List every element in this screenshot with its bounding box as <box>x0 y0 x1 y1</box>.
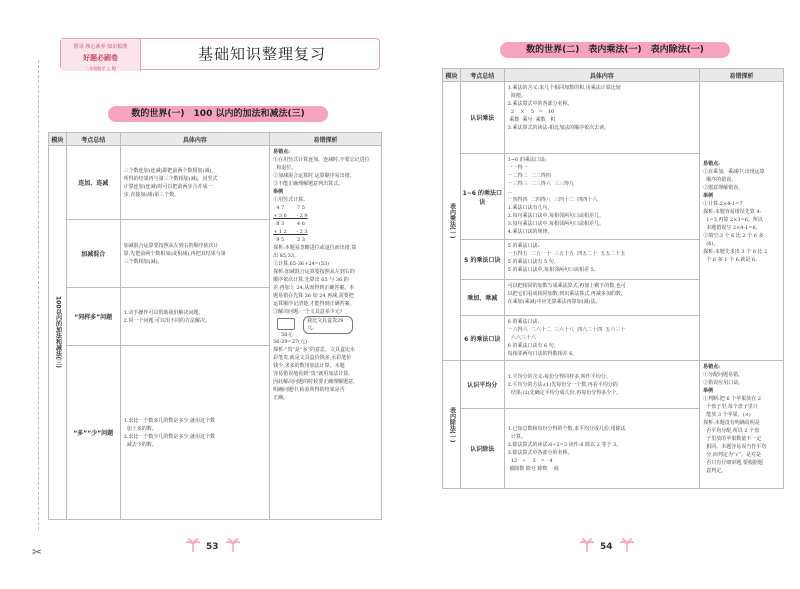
ep-line: 举例 <box>703 388 714 394</box>
ep-line: 个盘子里,每个盘子里只 <box>703 404 758 410</box>
point-cell: 认识乘法 <box>460 82 504 154</box>
content-line: 2.每句乘法口诀中,每相邻两句口诀相差几。 <box>507 213 605 219</box>
point-cell: 认识平均分 <box>460 361 504 409</box>
section-title: 数的世界(二) 表内乘法(一) 表内除法(一) <box>500 42 730 58</box>
header-point: 考点总结 <box>460 69 504 82</box>
content-line: 1.求比一个数多几的数是多少,就用这个数 <box>123 417 215 424</box>
content-line: 算,先把前两个数相加(或相减),再把其结果与第 <box>123 250 226 257</box>
content-line: 2.同一个问题,可以用不同的方法解决。 <box>123 317 210 324</box>
ep-line: (6)。 <box>703 241 719 247</box>
pencil-case-icon <box>277 318 295 330</box>
header-error: 易错探析 <box>270 133 382 146</box>
content-line: 六六三十六 <box>507 335 536 341</box>
content-line: 一二得二 二二得四 <box>507 173 551 179</box>
page-title: 基础知识整理复习 <box>197 45 326 63</box>
ep-line: 1=3,再算 2×3=6。所以 <box>703 217 763 223</box>
content-line: 5 的乘法口诀有 5 句。 <box>507 259 559 265</box>
content-line: … <box>507 189 513 195</box>
module-cell <box>443 361 461 489</box>
tag-line2: 好题必刷卷 <box>83 54 118 62</box>
ep-line: 钱少,求多的数用加法计算。本题 <box>273 363 345 369</box>
content-line: 2.除法算式的读法:6÷2=3 读作:6 除以 2 等于 3。 <box>507 441 622 448</box>
content-line: 12 ÷ 3 = 4 <box>507 457 553 464</box>
content-line: 一五得五 二五一十 三五十五 四五二十 五五二十五 <box>507 251 626 257</box>
ep-line: 易错点: <box>703 161 720 167</box>
ep-line: 探析:本题易忽略进位或退位而出错,算 <box>273 245 357 251</box>
ep-line: 个 6 多 1 个 6,就是 6。 <box>703 257 761 263</box>
content-line: 每相邻两句口诀的得数相差 6。 <box>507 351 578 357</box>
content-line: 一四得四 二四得八 三四十二 四四十六 <box>507 197 598 203</box>
speech-bubble: 我比文具盒贵29元。 <box>303 316 353 334</box>
cut-line <box>38 60 39 530</box>
table-header <box>443 69 784 82</box>
content-line: 步,直接加(减)第三个数。 <box>123 191 180 198</box>
price-label: 56元 <box>281 332 293 338</box>
page-number: 54 <box>600 542 613 552</box>
ep-line: 出 85,33。 <box>273 253 299 259</box>
content-line: 1.乘法的含义:求几个相同加数的和,用乘法计算比较 <box>507 85 621 91</box>
content-line: 计算连加(连减)时可以把前两步合并成一 <box>123 183 213 190</box>
content-line: 加减混合运算要按照从左到右的顺序依次计 <box>123 242 219 249</box>
ep-line: 探析:本题先求出 3 个 6 比 2 <box>703 249 768 255</box>
content-line: 3.每句乘法口诀中,每相邻两句口诀相差几。 <box>507 221 605 227</box>
palm-icon <box>186 538 200 552</box>
content-line: 4.乘法口诀的规律。 <box>507 229 553 235</box>
ep-line: 举例 <box>703 193 714 199</box>
header-banner <box>60 38 380 70</box>
content-line: 所得的结果再与第三个数相加(减)。用竖式 <box>123 175 218 182</box>
spacer <box>703 84 780 160</box>
header-point: 考点总结 <box>66 133 120 146</box>
content-cell <box>504 409 699 489</box>
ep-line: ①计算:2×4-1=7 <box>703 201 743 207</box>
content-line: 被除数 除号 除数 商 <box>507 465 559 472</box>
section-title: 数的世界(一) 100 以内的加法和减法(三) <box>108 106 328 122</box>
table-row <box>443 82 784 154</box>
palm-icon <box>620 538 634 552</box>
content-line: 计算。 <box>507 433 526 440</box>
ep-line: 运算顺序记清楚,才能得到正确答案。 <box>273 301 355 307</box>
ep-line: 易错点: <box>703 364 720 370</box>
point-cell: 6 的乘法口诀 <box>460 316 504 361</box>
content-line: 1.动手操作可以帮助我们解决问题。 <box>123 309 204 316</box>
ep-line: ③不能正确理解题意列出算式。 <box>273 181 344 187</box>
ep-line: ②错误应用口诀。 <box>703 380 744 386</box>
content-line: 1~6 的乘法口诀: <box>507 157 547 163</box>
content-line: 一一得一 <box>507 165 528 171</box>
ep-line: ②填空:3 个 6 比 2 个 6 多 <box>703 233 764 239</box>
content-line: 在乘加(乘减)中应先算乘法再算加(减)法。 <box>507 299 601 305</box>
content-line: 5 的乘法口诀中,每相邻两句口诀相差 5。 <box>507 267 599 273</box>
content-line: 乘数 乘号 乘数 积 <box>507 117 556 123</box>
ep-line: 否平均分配,所以 2 个盘 <box>703 428 760 434</box>
ep-line: 容易错误地看到“贵”就用加法计算, <box>273 371 350 377</box>
error-analysis-cell <box>270 146 382 520</box>
content-cell <box>504 316 699 361</box>
palm-icon <box>226 538 240 552</box>
ep-line: 探析:加减混合运算要按照从左到右的 <box>273 269 355 275</box>
content-cell <box>504 240 699 280</box>
point-cell: 认识除法 <box>460 409 504 489</box>
content-cell <box>120 288 269 346</box>
point-cell: 乘加、乘减 <box>460 280 504 316</box>
content-line: 可以把相同的加数写成乘法算式,再加上剩下的数,也可 <box>507 283 626 289</box>
tag-line1: 附录 核心素养·知识梳理 <box>73 44 128 50</box>
ep-line: 因此解决问题的时候要正确理解题意, <box>273 379 355 385</box>
content-cell <box>120 146 269 220</box>
content-cell <box>504 280 699 316</box>
error-analysis-cell <box>700 82 784 361</box>
tag-line3: 二年级数学 上 RJ <box>85 66 116 71</box>
page-number: 53 <box>206 542 219 552</box>
ep-line: 举例 <box>273 189 284 195</box>
ep-line: 彩笔贵,就是文具盒价钱多,水彩笔价 <box>273 355 352 361</box>
header-content: 具体内容 <box>504 69 699 82</box>
content-line: 三个数相加(减)。 <box>123 258 163 265</box>
ep-line: ②加减混合运算时,运算顺序易出错。 <box>273 173 355 179</box>
ep-line: 探析:本题容易错误先算 4- <box>703 209 762 215</box>
content-cell <box>120 220 269 288</box>
ep-line: 能放 3 个苹果。(×) <box>703 412 751 418</box>
content-line: 以把它们看成相同加数,列出乘法算式,再减多加的数。 <box>507 291 626 297</box>
ep-line: 探析:“贵”是“多”的意思。文具盒比水 <box>273 347 356 353</box>
content-line: 1.已知总数和每份分得的个数,求平均分成几份,用除法 <box>507 425 626 432</box>
header-content: 具体内容 <box>120 133 269 146</box>
ep-line: 顺序的错误。 <box>703 177 737 183</box>
module-label: 100以内的加法和减法(三) <box>54 296 62 369</box>
ep-line: 4 7 7 5 <box>273 205 305 211</box>
content-line: 2.乘法算式中的各部分名称。 <box>507 101 573 107</box>
right-page <box>400 0 800 589</box>
ep-line: ①在用竖式计算连加、连减时,不要忘记进位 <box>273 157 370 163</box>
content-line: 2.平均分的方法:(1)先每份分一个数,再看平均分的 <box>507 381 618 388</box>
content-line: 3.乘法算式的读法:相比加法的顺序依次去读。 <box>507 125 610 131</box>
point-cell: 连加、连减 <box>66 146 120 220</box>
module-cell <box>443 82 461 361</box>
content-line: 一六得六 二六十二 三六十八 四六二十四 五六三十 <box>507 327 626 333</box>
ep-line: 探析:本题没有明确说明是 <box>703 420 760 426</box>
series-tag <box>61 39 141 71</box>
table-row <box>443 361 784 409</box>
content-cell <box>120 346 269 520</box>
ep-line: 分,而判定为“√”。是对是 <box>703 452 762 458</box>
content-cell <box>504 82 699 154</box>
ep-line: 正确。 <box>273 395 289 401</box>
ep-line: 否只有仔细审题,要根据题 <box>703 460 763 466</box>
content-line: 三个数连加(连减)即把前两个数相加(减), <box>123 167 214 174</box>
ep-line: 差,再加上 24,从而得到正确答案。本 <box>273 285 355 291</box>
content-cell <box>504 361 699 409</box>
content-line: 3.除法算式中各部分的名称。 <box>507 449 573 456</box>
illustration <box>273 316 378 338</box>
ep-line: 9 5 2 3 <box>273 237 305 243</box>
ep-line: ②计算,65-36+24=(53) <box>273 261 330 267</box>
point-cell: 1~6 的乘法口诀 <box>460 154 504 240</box>
content-line: 6 的乘法口诀有 6 句。 <box>507 343 559 349</box>
module-cell <box>49 146 67 520</box>
content-cell <box>504 154 699 240</box>
table-header <box>49 133 382 146</box>
content-line: 2 × 5 = 10 <box>507 109 555 115</box>
content-line: 6 的乘法口诀: <box>507 319 540 325</box>
ep-line: 顺序依次计算,先算出 65 与 36 的 <box>273 277 349 283</box>
header-module: 模块 <box>443 69 461 82</box>
scissors-icon: ✂ <box>32 545 43 559</box>
content-line: 减去少的数。 <box>123 441 157 448</box>
ep-line: ①用竖式计算。 <box>273 197 309 203</box>
ep-line: 易错点: <box>273 149 290 155</box>
ep-line: ①判断:把 6 个苹果放在 2 <box>703 396 761 402</box>
header-error: 易错探析 <box>700 69 784 82</box>
header-module: 模块 <box>49 133 67 146</box>
error-analysis-cell <box>700 361 784 489</box>
content-line: 1.平均分的含义:每份分得同样多,叫作平均分。 <box>507 373 611 380</box>
knowledge-table-left <box>48 132 382 520</box>
ep-line: ①在乘加、乘减中,出现运算 <box>703 169 765 175</box>
table-row <box>49 146 382 220</box>
ep-line: ③解决问题:一个文具盒多少元? <box>273 309 343 315</box>
ep-line: 8 3 4 6 <box>273 221 305 227</box>
module-label: 表内除法(一) <box>448 406 456 443</box>
knowledge-table-right <box>442 68 784 489</box>
palm-icon <box>580 538 594 552</box>
point-cell: “同样多”问题 <box>66 288 120 346</box>
ep-line: ①分配问题易错。 <box>703 372 744 378</box>
point-cell: 5 的乘法口诀 <box>460 240 504 280</box>
ep-line: 子里放的苹果数量不一定 <box>703 436 762 442</box>
ep-line: 相同。本题容易误当作平均 <box>703 444 767 450</box>
module-label: 表内乘法(一) <box>448 203 456 239</box>
content-line: 2.求比一个数少几的数是多少,就用这个数 <box>123 433 215 440</box>
content-line: 5 的乘法口诀: <box>507 243 540 249</box>
ep-line: ②题意理解错误。 <box>703 185 744 191</box>
content-line: 结果;(2)先确定平均分成几份,再每份分得多少个。 <box>507 389 622 396</box>
ep-line: 56-29=27(元) <box>273 339 307 345</box>
content-line: 加上多的数。 <box>123 425 157 432</box>
ep-line: 意判定。 <box>703 468 727 474</box>
ep-line: 本题错误写 2×4-1=6。 <box>703 225 761 231</box>
content-line: 一三得三 二三得六 三三得九 <box>507 181 575 187</box>
content-line: 1.乘法口诀有几句。 <box>507 205 553 211</box>
point-cell: 加减混合 <box>66 220 120 288</box>
content-line: 简便。 <box>507 93 526 99</box>
point-cell: “多”“少”问题 <box>66 346 120 520</box>
ep-line: 明确问题中,检验所得的结果是否 <box>273 387 345 393</box>
ep-line: 题易错在先算 36 加 24 再减,需要把 <box>273 293 354 299</box>
ep-line: 和退位。 <box>273 165 297 171</box>
ep-line: + 3 6 - 2 9 <box>273 213 308 219</box>
ep-line: + 1 2 - 2 3 <box>273 229 308 235</box>
